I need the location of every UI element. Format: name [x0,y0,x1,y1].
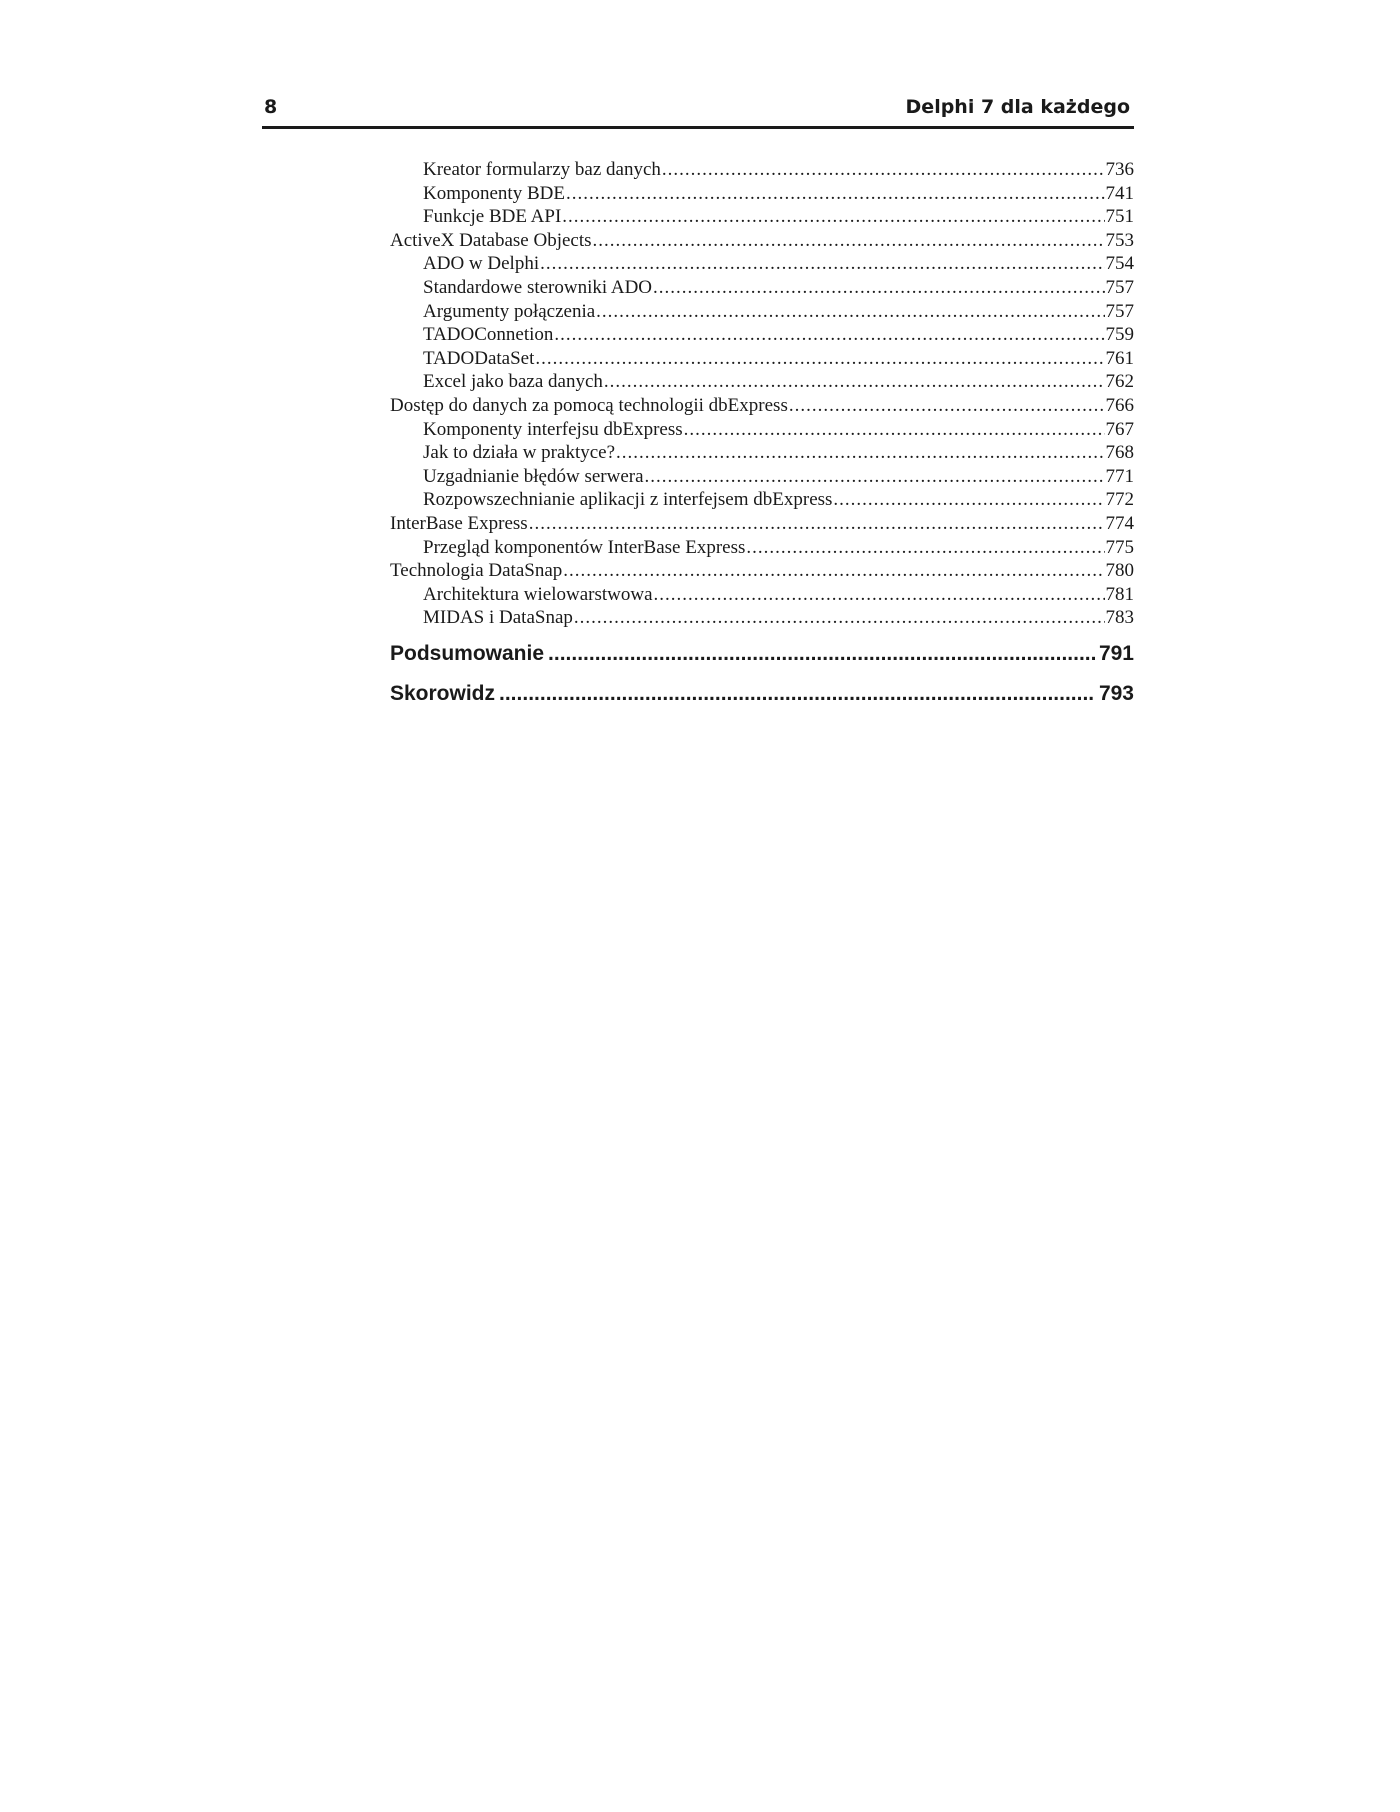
toc-entry[interactable] [390,323,1134,347]
toc-entry[interactable] [390,229,1134,253]
dot-leader [684,418,1105,442]
toc-entry-label: Komponenty BDE [423,182,565,204]
dot-leader [535,347,1104,371]
dot-leader [654,583,1105,607]
toc-entry-label: Rozpowszechnianie aplikacji z interfejsem dbExpress [423,489,833,511]
toc-section-list [390,158,1134,630]
toc-entry-label: Jak to działa w praktyce? [423,442,616,464]
toc-chapter-list [390,634,1134,714]
table-of-contents [390,158,1134,714]
dot-leader [746,536,1104,560]
toc-entry-page-number: 768 [1105,442,1134,464]
toc-chapter[interactable] [390,634,1134,674]
dot-leader [662,158,1105,182]
toc-entry-label: TADODataSet [423,347,535,369]
dot-leader [554,323,1104,347]
toc-entry-page-number: 751 [1105,206,1134,228]
dot-leader [529,512,1105,536]
toc-entry-page-number: 736 [1105,159,1134,180]
toc-entry-label: ActiveX Database Objects [390,229,592,251]
dot-leader [574,606,1105,630]
toc-entry-page-number: 783 [1105,607,1134,629]
toc-entry-page-number: 772 [1105,489,1134,511]
dot-leader [562,205,1104,229]
toc-entry-page-number: 774 [1105,512,1134,534]
toc-entry-label: Architektura wielowarstwowa [423,583,653,605]
toc-entry[interactable] [390,370,1134,394]
toc-entry[interactable] [390,559,1134,583]
toc-entry[interactable] [390,465,1134,489]
toc-entry-label: MIDAS i DataSnap [423,607,573,629]
dot-leader [563,559,1104,583]
toc-entry-page-number: 775 [1105,536,1134,558]
book-title: Delphi 7 dla każdego [905,96,1130,118]
toc-entry[interactable] [390,394,1134,418]
toc-chapter-page-number: 791 [1098,641,1134,665]
toc-entry-label: Przegląd komponentów InterBase Express [423,536,746,558]
dot-leader [566,182,1105,206]
toc-entry[interactable] [390,441,1134,465]
toc-entry-page-number: 766 [1105,394,1134,416]
toc-entry-page-number: 757 [1105,276,1134,298]
toc-entry[interactable] [390,276,1134,300]
toc-entry[interactable] [390,536,1134,560]
dot-leader [540,252,1104,276]
toc-entry[interactable] [390,606,1134,630]
toc-entry[interactable] [390,182,1134,206]
toc-entry[interactable] [390,158,1134,182]
page-number: 8 [264,96,278,118]
toc-entry-page-number: 761 [1105,347,1134,369]
toc-entry-page-number: 767 [1105,418,1134,440]
toc-entry-page-number: 759 [1105,324,1134,346]
toc-entry-label: Kreator formularzy baz danych [423,159,661,180]
toc-entry-page-number: 754 [1105,253,1134,275]
dot-leader [789,394,1105,418]
toc-entry-label: Technologia DataSnap [390,560,563,582]
toc-entry-page-number: 762 [1105,371,1134,393]
dot-leader [616,441,1104,465]
toc-entry[interactable] [390,252,1134,276]
toc-entry[interactable] [390,488,1134,512]
toc-entry[interactable] [390,418,1134,442]
toc-entry-page-number: 780 [1105,560,1134,582]
toc-entry-page-number: 741 [1105,182,1134,204]
toc-entry-label: Standardowe sterowniki ADO [423,276,653,298]
toc-entry[interactable] [390,347,1134,371]
toc-entry-label: TADOConnetion [423,324,554,346]
toc-entry-page-number: 757 [1105,300,1134,322]
dot-leader [596,300,1104,324]
toc-entry-label: Argumenty połączenia [423,300,596,322]
dot-leader [548,634,1095,674]
toc-chapter[interactable] [390,674,1134,714]
toc-entry-label: ADO w Delphi [423,253,540,275]
toc-entry-page-number: 771 [1105,465,1134,487]
toc-chapter-label: Skorowidz [390,681,496,705]
page-header [262,92,1134,129]
toc-entry[interactable] [390,300,1134,324]
toc-entry-label: Dostęp do danych za pomocą technologii dbExpress [390,394,788,416]
dot-leader [833,488,1104,512]
toc-entry[interactable] [390,583,1134,607]
toc-chapter-label: Podsumowanie [390,641,545,665]
toc-entry[interactable] [390,512,1134,536]
toc-entry-label: Komponenty interfejsu dbExpress [423,418,683,440]
dot-leader [653,276,1104,300]
toc-entry-page-number: 781 [1105,583,1134,605]
dot-leader [645,465,1105,489]
toc-entry-label: Funkcje BDE API [423,206,562,228]
toc-entry-label: InterBase Express [390,512,528,534]
toc-entry[interactable] [390,205,1134,229]
dot-leader [593,229,1105,253]
toc-entry-label: Excel jako baza danych [423,371,603,393]
dot-leader [499,674,1095,714]
toc-entry-label: Uzgadnianie błędów serwera [423,465,644,487]
dot-leader [604,370,1105,394]
toc-entry-page-number: 753 [1105,229,1134,251]
toc-chapter-page-number: 793 [1098,681,1134,705]
